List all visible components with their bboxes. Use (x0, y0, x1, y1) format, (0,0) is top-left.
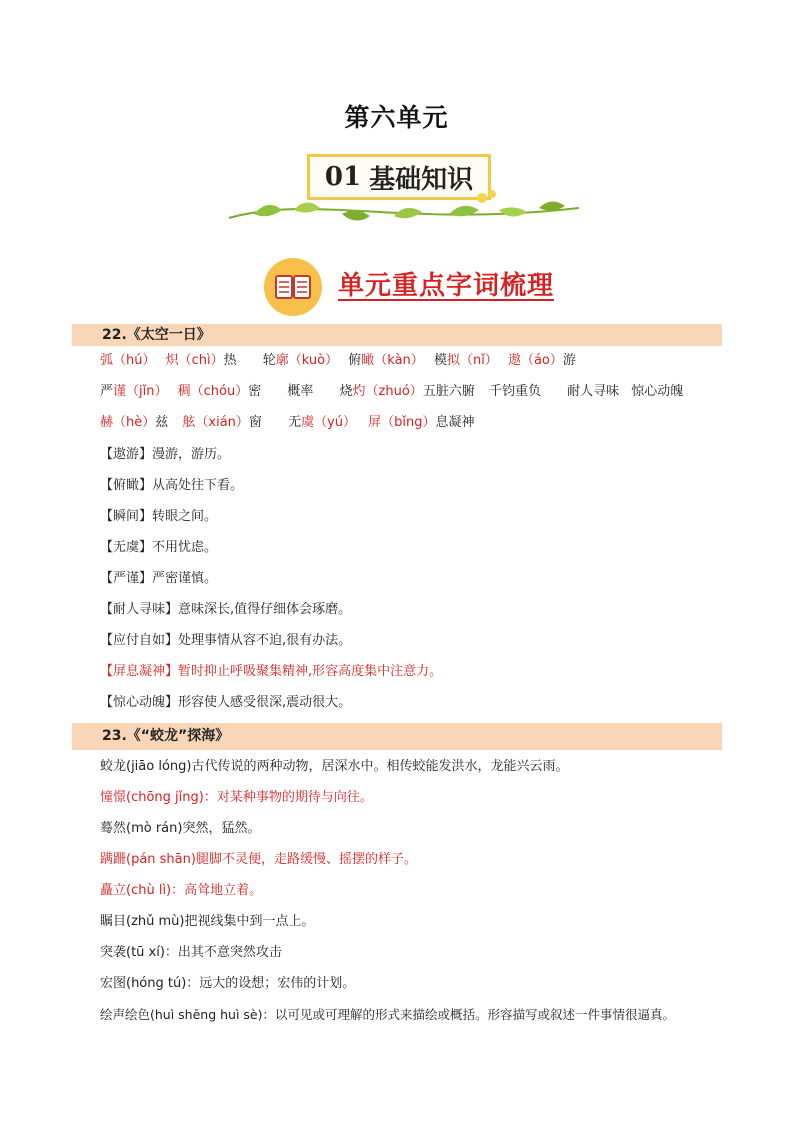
vocab-word: 游 (562, 353, 576, 368)
vocab-word: 兹 (155, 415, 169, 430)
vocab-word: 拟（nǐ） (446, 353, 498, 368)
definition-line: 【俯瞰】从高处往下看。 (100, 478, 244, 493)
definition-line: 【瞬间】转眼之间。 (100, 509, 218, 524)
vocab-word: 密 (248, 384, 262, 399)
definition-line: 【惊心动魄】形容使人感受很深,震动很大。 (100, 695, 352, 710)
vocab-word: 瞰（kàn） (361, 353, 424, 368)
book-icon (264, 258, 322, 316)
vocab-row-2 (100, 383, 683, 401)
definition-line: 【严谨】严密谨慎。 (100, 571, 218, 586)
vocab-row-3 (100, 414, 475, 432)
lesson-22-header: 22.《太空一日》 (72, 324, 722, 346)
definition-line: 宏图(hóng tú)：远大的设想；宏伟的计划。 (100, 976, 356, 991)
definition-line: 憧憬(chōng jǐng)：对某种事物的期待与向往。 (100, 790, 373, 805)
page-title: 第六单元 (344, 103, 449, 132)
vocab-word: 遨（áo） (507, 353, 563, 368)
vocab-word: 廓（kuò） (275, 353, 339, 368)
vocab-word: 屏（bǐng） (368, 415, 436, 430)
definition-line: 【遨游】漫游，游历。 (100, 447, 231, 462)
vocab-word: 轮 (262, 353, 276, 368)
definition-line: 【应付自如】处理事情从容不迫,很有办法。 (100, 633, 352, 648)
vine-decoration (224, 184, 584, 228)
vocab-word: 弧（hú） (100, 353, 156, 368)
vocab-word: 窗 (248, 415, 262, 430)
definition-line: 【无虞】不用忧虑。 (100, 540, 218, 555)
definition-line: 蹒跚(pán shān)腿脚不灵便，走路缓慢、摇摆的样子。 (100, 852, 417, 867)
vocab-word: 惊心动魄 (631, 384, 684, 399)
definition-line: 蛟龙(jiāo lóng)古代传说的两种动物，居深水中。相传蛟能发洪水，龙能兴云雨。 (100, 759, 569, 774)
definition-line: 绘声绘色(huì shēng huì sè)：以可见或可理解的形式来描绘或概括。形容描写或叙述一件事情很逼真。 (100, 1007, 675, 1022)
badge-number: 01 (324, 162, 362, 192)
definition-line: 瞩目(zhǔ mù)把视线集中到一点上。 (100, 914, 315, 929)
definition-line: 矗立(chù lì)：高耸地立着。 (100, 883, 263, 898)
vocab-word: 热 (223, 353, 237, 368)
section-heading: 单元重点字词梳理 (338, 271, 555, 301)
definition-line: 突袭(tū xí)：出其不意突然攻击 (100, 945, 282, 960)
vocab-word: 炽（chì） (165, 353, 224, 368)
lesson-23-header: 23.《“蛟龙”探海》 (72, 723, 722, 750)
vocab-word: 千钧重负 (488, 384, 541, 399)
definition-line: 【耐人寻味】意味深长,值得仔细体会琢磨。 (100, 602, 352, 617)
vocab-word: 耐人寻味 (567, 384, 620, 399)
vocab-row-1 (100, 352, 576, 370)
badge-text: 基础知识 (369, 164, 474, 195)
definition-line: 蓦然(mò rán)突然，猛然。 (100, 821, 261, 836)
vocab-word: 赫（hè） (100, 415, 156, 430)
vocab-word: 息凝神 (435, 415, 475, 430)
vocab-word: 俯 (348, 353, 362, 368)
vocab-word: 稠（chóu） (177, 384, 249, 399)
vocab-word: 概率 (287, 384, 314, 399)
vocab-word: 舷（xián） (182, 415, 249, 430)
vocab-word: 模 (433, 353, 447, 368)
vocab-word: 无 (288, 415, 302, 430)
vocab-word: 虞（yú） (301, 415, 357, 430)
vocab-word: 烧 (339, 384, 353, 399)
vocab-word: 谨（jǐn） (113, 384, 168, 399)
vocab-word: 严 (100, 384, 114, 399)
vocab-word: 五脏六腑 (422, 384, 475, 399)
definition-line: 【屏息凝神】暂时抑止呼吸聚集精神,形容高度集中注意力。 (100, 664, 443, 679)
vocab-word: 灼（zhuó） (352, 384, 423, 399)
